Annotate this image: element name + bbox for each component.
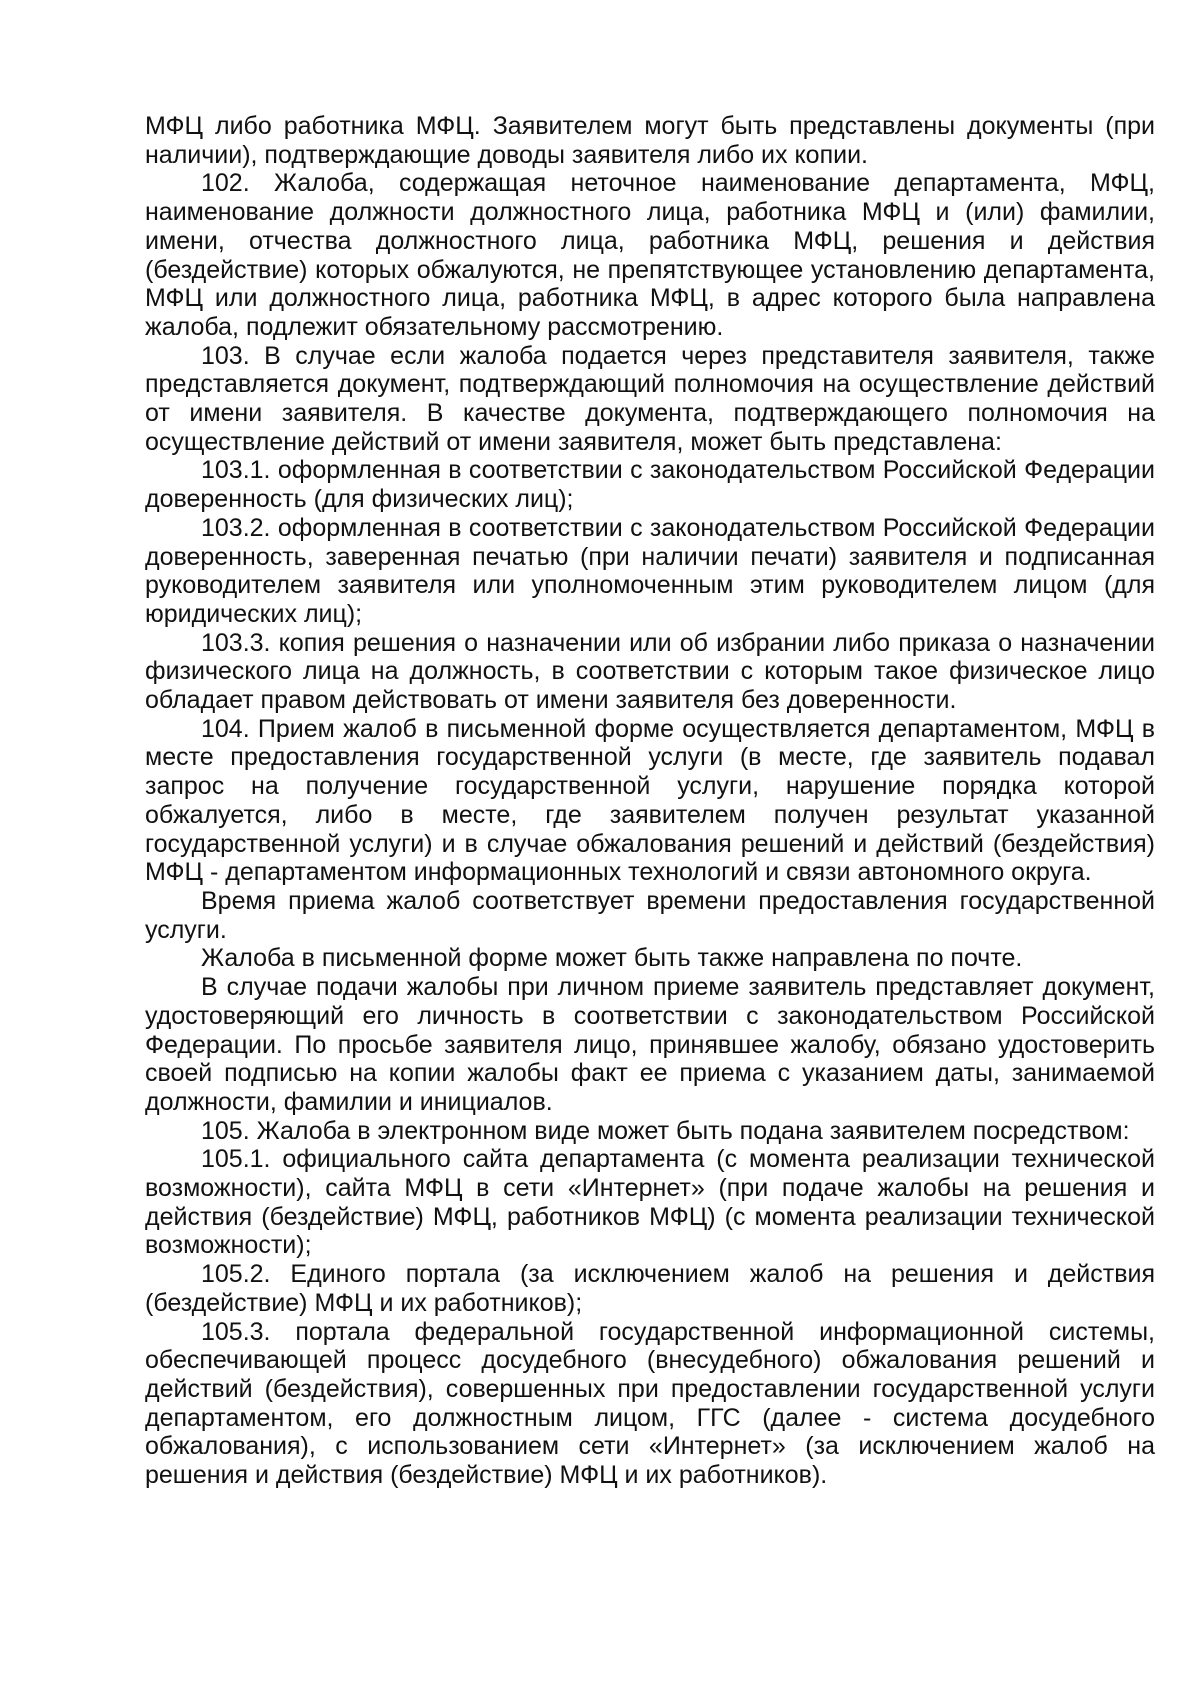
paragraph-105-1: 105.1. официального сайта департамента (с момента реализации технической возможности), сайта МФЦ в сети «Интернет» (при подаче жалобы на решения и действия (бездействие) МФЦ, работников МФЦ) (с момента реализации технической возможности); [145,1145,1155,1260]
paragraph-103: 103. В случае если жалоба подается через представителя заявителя, также представляется документ, подтверждающий полномочия на осуществление действий от имени заявителя. В качестве документа, подтверждающего полномочия на осуществление действий от имени заявителя, может быть представлена: [145,341,1155,456]
paragraph-103-1: 103.1. оформленная в соответствии с законодательством Российской Федерации доверенность (для физических лиц); [145,456,1155,514]
paragraph-reception-time: Время приема жалоб соответствует времени предоставления государственной услуги. [145,886,1155,944]
paragraph-103-3: 103.3. копия решения о назначении или об избрании либо приказа о назначении физического лица на должность, в соответствии с которым такое физическое лицо обладает правом действовать от имени заявителя без доверенности. [145,628,1155,715]
paragraph-104: 104. Прием жалоб в письменной форме осуществляется департаментом, МФЦ в месте предоставления государственной услуги (в месте, где заявитель подавал запрос на получение государственной услуги, нарушение порядка которой обжалуется, либо в месте, где заявителем получен результат указанной государственной услуги) и в случае обжалования решений и действий (бездействия) МФЦ - департаментом информационных технологий и связи автономного округа. [145,714,1155,887]
document-page [145,112,1155,1490]
paragraph-mail: Жалоба в письменной форме может быть также направлена по почте. [201,944,1023,973]
paragraph-continuation: МФЦ либо работника МФЦ. Заявителем могут быть представлены документы (при наличии), подтверждающие доводы заявителя либо их копии. [145,112,1155,169]
paragraph-105-3: 105.3. портала федеральной государственной информационной системы, обеспечивающей процесс досудебного (внесудебного) обжалования решений и действий (бездействия), совершенных при предоставлении государственной услуги департаментом, его должностным лицом, ГГС (далее - система досудебного обжалования), с использованием сети «Интернет» (за исключением жалоб на решения и действия (бездействие) МФЦ и их работников). [145,1317,1155,1490]
paragraph-personal-reception: В случае подачи жалобы при личном приеме заявитель представляет документ, удостоверяющий его личность в соответствии с законодательством Российской Федерации. По просьбе заявителя лицо, принявшее жалобу, обязано удостоверить своей подписью на копии жалобы факт ее приема с указанием даты, занимаемой должности, фамилии и инициалов. [145,973,1155,1116]
paragraph-102: 102. Жалоба, содержащая неточное наименование департамента, МФЦ, наименование должности должностного лица, работника МФЦ и (или) фамилии, имени, отчества должностного лица, работника МФЦ, решения и действия (бездействие) которых обжалуются, не препятствующее установлению департамента, МФЦ или должностного лица, работника МФЦ, в адрес которого была направлена жалоба, подлежит обязательному рассмотрению. [145,169,1155,341]
paragraph-105-2: 105.2. Единого портала (за исключением жалоб на решения и действия (бездействие) МФЦ и их работников); [145,1260,1155,1317]
paragraph-105: 105. Жалоба в электронном виде может быть подана заявителем посредством: [201,1116,1130,1145]
paragraph-103-2: 103.2. оформленная в соответствии с законодательством Российской Федерации доверенность, заверенная печатью (при наличии печати) заявителя и подписанная руководителем заявителя или уполномоченным этим руководителем лицом (для юридических лиц); [145,513,1155,628]
